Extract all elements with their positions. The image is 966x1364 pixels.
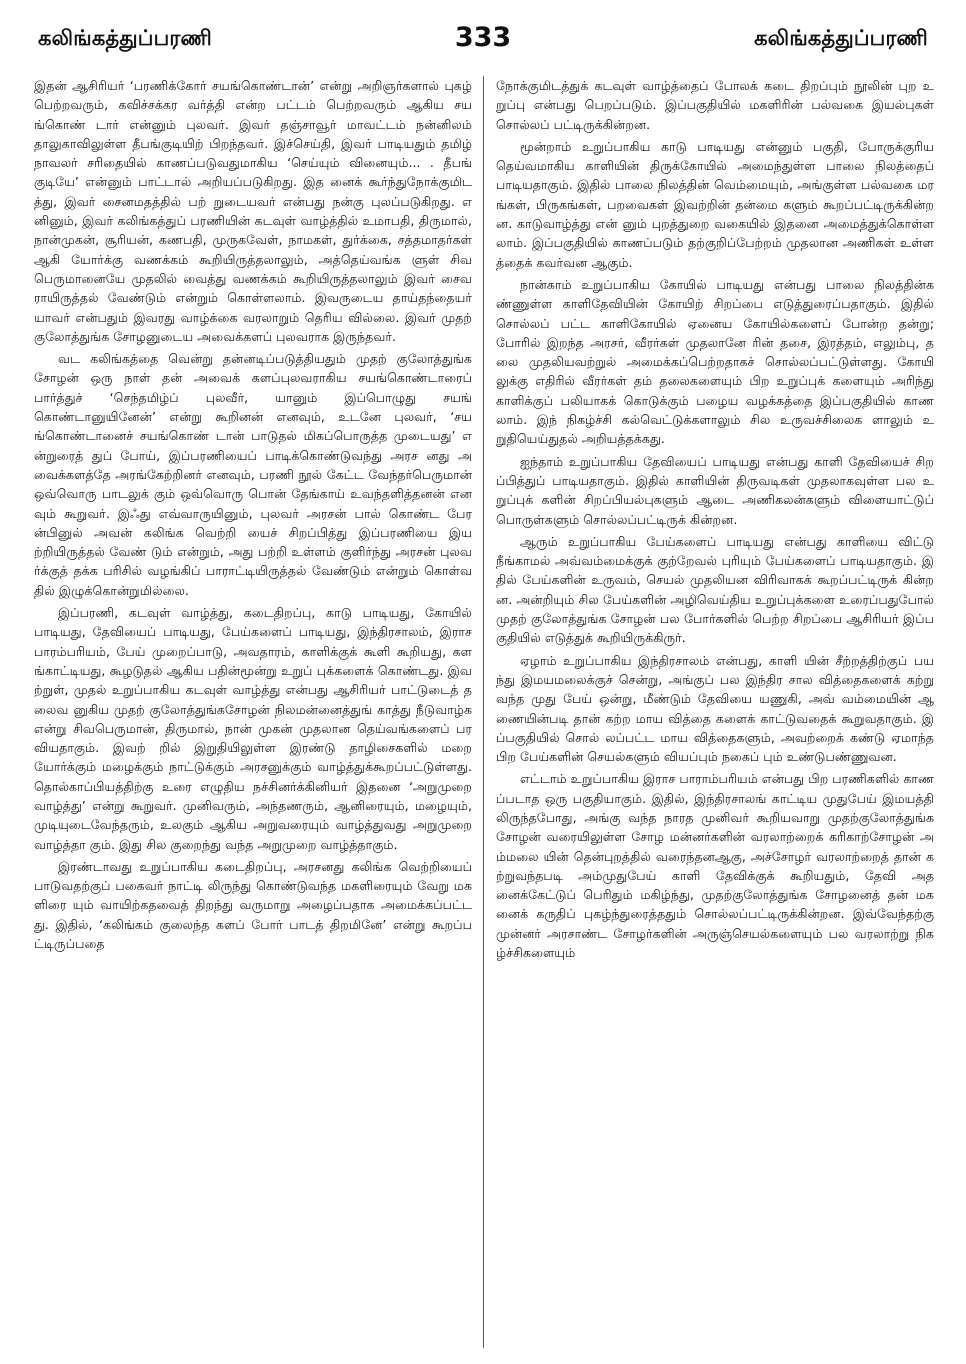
paragraph: இரண்டாவது உறுப்பாகிய கடைதிறப்பு, அரசனது கலிங்க வெற்றியைப் பாடுவதற்குப் பகைவர் நாட்டி லிருந்து கொண்டுவந்த மகளிரையும் வேறு மகளிரை யும் வாயிற்கதவைத் திறந்து வருமாறு அழைப்பதாக அமைக்கப்பட்டது. இதில், ‘கலிங்கம் குலைந்த களப் போர் பாடத் திறமினே’ என்று கூறப்பட்டிருப்பதை <box>34 858 472 952</box>
paragraph: ஐந்தாம் உறுப்பாகிய தேவியைப் பாடியது என்பது காளி தேவியைச் சிறப்பித்துப் பாடியதாகும். இதில் காளியின் திருவடிகள் முதலாகவுள்ள பல உறுப்புக் களின் சிறப்பியல்புகளும் ஆடை அணிகலன்களும் விளையாட்டுப் பொருள்களும் சொல்லப்பட்டிருக் கின்றன. <box>496 453 934 527</box>
paragraph: நோக்குமிடத்துக் கடவுள் வாழ்த்தைப் போலக் கடை திறப்பும் நூலின் புற உறுப்பு என்பது பெறப்படும். இப்பகுதியில் மகளிரின் பல்வகை இயல்புகள் சொல்லப் பட்டிருக்கின்றன. <box>496 78 934 132</box>
paragraph: நான்காம் உறுப்பாகிய கோயில் பாடியது என்பது பாலை நிலத்தின்கண்ணுள்ள காளிதேவியின் கோயிற் சிறப்பை எடுத்துரைப்பதாகும். இதில் சொல்லப் பட்ட காளிகோயில் ஏனைய கோயில்களைப் போன்ற தன்று; போரில் இறந்த அரசர், வீரர்கள் முதலானே ரின் தசை, இரத்தம், எலும்பு, தலை முதலியவற்றுல் அமைக்கப்பெற்றதாகச் சொல்லப்பட்டுள்ளது. கோயி லுக்கு எதிரில் வீரர்கள் தம் தலைகளையும் பிற உறுப்புக் களையும் அரிந்து காளிக்குப் பலியாகக் கொடுக்கும் பழைய வழக்கத்தை இப்பகுதியில் காணலாம். இந் நிகழ்ச்சி கல்வெட்டுக்களாலும் சில உருவச்சிலைக ளாலும் உறுதியெய்துதல் அறியத்தக்கது. <box>496 276 934 447</box>
right-column <box>496 76 934 1356</box>
page-header <box>38 22 928 60</box>
paragraph: இதன் ஆசிரியர் ‘பரணிக்கோர் சயங்கொண்டான்’ என்று அறிஞர்களால் புகழ் பெற்றவரும், கவிச்சக்கர வர்த்தி என்ற பட்டம் பெற்றவரும் ஆகிய சயங்கொண் டார் என்னும் புலவர். இவர் தஞ்சாவூர் மாவட்டம் நன்னிலம் தாலுகாவிலுள்ள தீபங்குடியிற் பிறந்தவர். இச்செய்தி, இவர் பாடியதும் தமிழ் நாவலர் சரிதையில் காணப்படுவதுமாகிய ‘செய்யும் வினையும்... . தீபங் குடியே’ என்னும் பாட்டால் அறியப்படுகிறது. இத னைக் கூர்ந்துநோக்குமிடத்து, இவர் சைனமதத்தில் பற் றுடையவர் என்பது நன்கு புலப்படுகிறது. எனினும், இவர் கலிங்கத்துப் பரணியின் கடவுள் வாழ்த்தில் உமாபதி, திருமால், நான்முகன், சூரியன், கணபதி, முருகவேள், நாமகள், துர்க்கை, சத்தமாதர்கள் ஆகி யோர்க்கு வணக்கம் கூறியிருத்தலாலும், அத்தெய்வங்க ளுள் சிவபெருமானையே முதலில் வைத்து வணக்கம் கூறியிருத்தலாலும் இவர் சைவராயிருத்தல் வேண்டும் என்றும் கொள்ளலாம். இவருடைய தாய்தந்தையர் யாவர் என்பதும் இவரது வாழ்க்கை வரலாறும் தெரிய வில்லை. இவர் முதற் குலோத்துங்க சோழனுடைய அவைக்களப் புலவராக இருந்தவர். <box>34 78 472 344</box>
text-columns <box>34 76 934 1356</box>
paragraph: ஆரும் உறுப்பாகிய பேய்களைப் பாடியது என்பது காளியை விட்டு நீங்காமல் அவ்வம்மைக்குக் குற்றேவல் புரியும் பேய்களைப் பாடியதாகும். இதில் பேய்களின் உருவம், செயல் முதலியன விரிவாகக் கூறப்பட்டிருக் கின்றன. அன்றியும் சில பேய்களின் அழிவெய்திய உறுப்புக்களை உரைப்பதுபோல் முதற் குலோத்துங்க சோழன் பல போர்களில் பெற்ற சிறப்பை ஆசிரியர் இப்பகுதியில் எடுத்துக் கூறியிருக்கிருர். <box>496 533 934 646</box>
paragraph: ஏழாம் உறுப்பாகிய இந்திரசாலம் என்பது, காளி யின் சீற்றத்திற்குப் பயந்து இமயமலைக்குச் சென்று, அங்குப் பல இந்திர சால வித்தைகளைக் கற்று வந்த முது பேய் ஒன்று, மீண்டும் தேவியை யணுகி, அவ் வம்மையின் ஆணையின்படி தான் கற்ற மாய வித்தை களைக் காட்டுவதைக் கூறுவதாகும். இப்பகுதியில் சொல் லப்பட்ட மாய வித்தைகளும், அவற்றைக் கண்டு ஏமாந்த பிற பேய்களின் செயல்களும் வியப்பும் நகைப் பும் உண்டுபண்ணுவன. <box>496 652 934 765</box>
paragraph: இப்பரணி, கடவுள் வாழ்த்து, கடைதிறப்பு, காடு பாடியது, கோயில் பாடியது, தேவியைப் பாடியது, பேய்களைப் பாடியது, இந்திரசாலம், இராசபாரம்பரியம், பேய் முறைப்பாடு, அவதாரம், காளிக்குக் கூளி கூறியது, களங்காட்டியது, கூழடுதல் ஆகிய பதின்மூன்று உறுப் புக்களைக் கொண்டது. இவற்றுள், முதல் உறுப்பாகிய கடவுள் வாழ்த்து என்பது ஆசிரியர் பாட்டுடைத் தலைவ னுகிய முதற் குலோத்துங்கசோழன் நிலமன்னைத்துங் காத்து நீடுவாழ்க என்று சிவபெருமான், திருமால், நான் முகன் முதலான தெய்வங்களைப் பரவியதாகும். இவற் றில் இறுதியிலுள்ள இரண்டு தாழிசைகளில் மறை யோர்க்கும் மழைக்கும் நாட்டுக்கும் அரசனுக்கும் வாழ்த்துக்கூறப்பட்டுள்ளது. தொல்காப்பியத்திற்கு உரை எழுதிய நச்சினர்க்கினியர் இதனை ‘அறுமுறை வாழ்த்து’ என்று கூறுவர். முனிவரும், அந்தணரும், ஆனிரையும், மழையும், முடியுடைவேந்தரும், உலகும் ஆகிய அறுவரையும் வாழ்த்துவது அறுமுறை வாழ்த்தா கும். இது சில குறைந்து வந்த அறுமுறை வாழ்த்தாகும். <box>34 605 472 852</box>
running-title-left: கலிங்கத்துப்பரணி <box>38 26 212 50</box>
left-column <box>34 76 472 1356</box>
paragraph: மூன்றாம் உறுப்பாகிய காடு பாடியது என்னும் பகுதி, போருக்குரிய தெய்வமாகிய காளியின் திருக்கோயில் அமைந்துள்ள பாலை நிலத்தைப் பாடியதாகும். இதில் பாலை நிலத்தின் வெம்மையும், அங்குள்ள பல்வகை மரங்கள், பிருகங்கள், பறவைகள் இவற்றின் தன்மை களும் கூறப்பட்டிருக்கின்றன. காடுவாழ்த்து என் னும் புறத்துறை வகையில் இதனை அமைத்துக்கொள்ள லாம். இப்பகுதியில் காணப்படும் தற்குறிப்பேற்றம் முதலான அணிகள் உள்ளத்தைக் கவர்வன ஆகும். <box>496 138 934 270</box>
paragraph: எட்டாம் உறுப்பாகிய இராச பாராம்பரியம் என்பது பிற பரணிகளில் காணப்படாத ஒரு பகுதியாகும். இதில், இந்திரசாலங் காட்டிய முதுபேய் இமயத்தி லிருந்தபோது, அங்கு வந்த நாரத முனிவர் கூறியவாறு முதற்குலோத்துங்க சோழன் வரையிலுள்ள சோழ மன்னர்களின் வரலாற்றைக் கரிகாற்சோழன் அம்மலை யின் தென்புறத்தில் வரைந்தனஆகு, அச்சோழர் வரலாற்றைத் தான் கற்றுவந்தபடி அம்முதுபேய் காளி தேவிக்குக் கூறியதும், தேவி அதனைக்கேட்டுப் பெரிதும் மகிழ்ந்து, முதற்குலோத்துங்க சோழனைத் தன் மகனைக் கருதிப் புகழ்ந்துரைத்ததும் சொல்லப்பட்டிருக்கின்றன. இவ்வேந்தற்கு முன்னர் அரசாண்ட சோழர்களின் அருஞ்செயல்களையும் பல வரலாற்று நிகழ்ச்சிகளையும் <box>496 771 934 961</box>
running-title-right: கலிங்கத்துப்பரணி <box>754 26 928 50</box>
paragraph: வட கலிங்கத்தை வென்று தன்னடிப்படுத்தியதும் முதற் குலோத்துங்க சோழன் ஒரு நாள் தன் அவைக் களப்புலவராகிய சயங்கொண்டாரைப் பார்த்துச் ‘செந்தமிழ்ப் புலவீர், யானும் இப்பொழுது சயங் கொண்டானுயினேன்’ என்று கூறினன் எனவும், உடனே புலவர், ‘சயங்கொண்டானைச் சயங்கொண் டான் பாடுதல் மிகப்பொருத்த முடையது’ என்றுரைத் துப் போய், இப்பரணியைப் பாடிக்கொண்டுவந்து அரச னது அவைக்களத்தே அரங்கேற்றினர் எனவும், பரணி நூல் கேட்ட வேந்தர்பெருமான் ஒவ்வொரு பாடலுக் கும் ஒவ்வொரு பொன் தேங்காய் உவந்தளித்தனன் என வும் கூறுவர். இஃது எவ்வாருயினும், புலவர் அரசன் பால் கொண்ட பேரன்பினுல் அவன் கலிங்க வெற்றி யைச் சிறப்பித்து இப்பரணியை இயற்றியிருத்தல் வேண் டும் என்றும், அது பற்றி உள்ளம் குளிர்ந்து அரசன் புலவர்க்குத் தக்க பரிசில் வழங்கிப் பாராட்டியிருத்தல் வேண்டும் என்றும் கொள்வதில் இழுக்கொன்றுமில்லை. <box>34 351 472 598</box>
page-number: 333 <box>454 22 512 53</box>
